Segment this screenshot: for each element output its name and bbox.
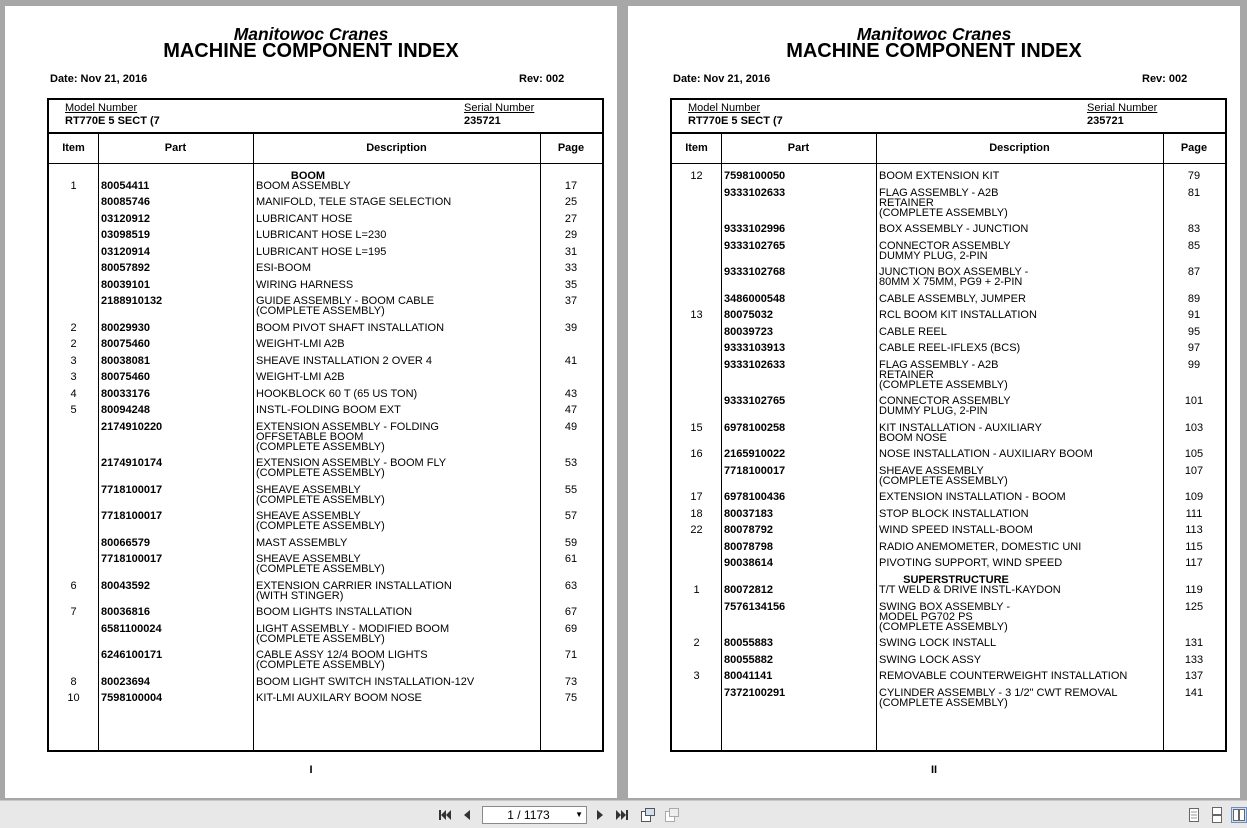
column-header-part: Part — [164, 142, 187, 154]
page-number: 35 — [564, 279, 578, 291]
part-number: 6581100024 — [101, 623, 162, 635]
page-number: 101 — [1184, 395, 1204, 407]
part-number: 6978100436 — [724, 491, 786, 503]
fit-page-icon[interactable] — [664, 807, 680, 823]
part-number: 80055882 — [724, 654, 773, 666]
item-number: 7 — [70, 606, 77, 618]
next-page-icon[interactable] — [592, 807, 608, 823]
item-number: 1 — [693, 584, 700, 596]
part-number: 80039723 — [724, 326, 773, 338]
description: EXTENSION CARRIER INSTALLATION (WITH STINGER) — [256, 580, 452, 602]
description: BOOM PIVOT SHAFT INSTALLATION — [256, 322, 445, 334]
description: CABLE ASSEMBLY, JUMPER — [879, 293, 1026, 305]
part-number: 80029930 — [101, 322, 150, 334]
description: CABLE ASSY 12/4 BOOM LIGHTS (COMPLETE ASSEMBLY) — [256, 649, 428, 671]
column-divider — [876, 134, 877, 750]
page-indicator: 1 / 1173 — [507, 808, 550, 822]
document-revision: Rev: 002 — [519, 73, 565, 85]
page-number: 61 — [564, 553, 578, 565]
serial-number-value: 235721 — [1087, 115, 1124, 127]
document-title: MACHINE COMPONENT INDEX — [786, 40, 1082, 62]
first-page-icon[interactable] — [437, 807, 453, 823]
part-number: 7718100017 — [101, 553, 163, 565]
description: GUIDE ASSEMBLY - BOOM CABLE (COMPLETE ASSEMBLY) — [256, 295, 435, 317]
chevron-down-icon: ▼ — [575, 810, 583, 819]
page-number: 109 — [1184, 491, 1204, 503]
page-number: 79 — [1187, 170, 1201, 182]
document-revision: Rev: 002 — [1142, 73, 1188, 85]
description: CABLE REEL-IFLEX5 (BCS) — [879, 342, 1021, 354]
page-number: 119 — [1185, 584, 1203, 596]
description: BOX ASSEMBLY - JUNCTION — [879, 223, 1029, 235]
part-number: 2174910174 — [101, 457, 163, 469]
page-number: 95 — [1187, 326, 1201, 338]
part-number: 80078792 — [724, 524, 773, 536]
part-number: 9333102765 — [724, 240, 786, 252]
description: CYLINDER ASSEMBLY - 3 1/2" CWT REMOVAL (COMPLETE ASSEMBLY) — [879, 687, 1118, 709]
component-table — [47, 98, 604, 752]
item-number: 2 — [70, 322, 77, 334]
part-number: 80066579 — [101, 537, 150, 549]
page-number: 105 — [1184, 448, 1204, 460]
page-number: 33 — [564, 262, 578, 274]
description: SHEAVE ASSEMBLY (COMPLETE ASSEMBLY) — [256, 510, 385, 532]
page-number-select[interactable] — [482, 806, 587, 824]
item-number: 5 — [70, 404, 77, 416]
serial-number-value: 235721 — [464, 115, 501, 127]
document-page-right — [628, 6, 1240, 798]
part-number: 7718100017 — [101, 484, 163, 496]
part-number: 9333102765 — [724, 395, 786, 407]
description: STOP BLOCK INSTALLATION — [879, 508, 1029, 520]
description: SWING LOCK ASSY — [879, 654, 982, 666]
page-number: 41 — [564, 355, 578, 367]
part-number: 80038081 — [101, 355, 150, 367]
column-divider — [253, 134, 254, 750]
item-number: 22 — [690, 524, 703, 536]
page-number: 25 — [564, 196, 578, 208]
description: SHEAVE ASSEMBLY (COMPLETE ASSEMBLY) — [256, 484, 385, 506]
page-number: 63 — [564, 580, 578, 592]
description: EXTENSION ASSEMBLY - FOLDING OFFSETABLE BOOM (COMPLETE ASSEMBLY) — [256, 421, 439, 453]
model-header — [672, 100, 1225, 134]
part-number: 90038614 — [724, 557, 773, 569]
page-number: 29 — [564, 229, 578, 241]
description: REMOVABLE COUNTERWEIGHT INSTALLATION — [879, 670, 1128, 682]
item-number: 8 — [70, 676, 77, 688]
part-number: 80075460 — [101, 338, 150, 350]
description: BOOM ASSEMBLY — [256, 180, 351, 192]
page-number: 103 — [1184, 422, 1204, 434]
part-number: 80041141 — [724, 670, 773, 682]
description: PIVOTING SUPPORT, WIND SPEED — [879, 557, 1063, 569]
section-heading: BOOM — [290, 170, 326, 182]
item-number: 3 — [693, 670, 700, 682]
part-number: 03120914 — [101, 246, 150, 258]
part-number: 7598100004 — [101, 692, 163, 704]
item-number: 13 — [690, 309, 703, 321]
description: NOSE INSTALLATION - AUXILIARY BOOM — [879, 448, 1093, 460]
part-number: 3486000548 — [724, 293, 786, 305]
description: KIT INSTALLATION - AUXILIARY BOOM NOSE — [879, 422, 1043, 444]
description: CONNECTOR ASSEMBLY DUMMY PLUG, 2-PIN — [879, 395, 1011, 417]
model-number-label: Model Number — [65, 102, 138, 114]
column-divider — [721, 134, 722, 750]
description: FLAG ASSEMBLY - A2B RETAINER (COMPLETE ASSEMBLY) — [879, 187, 1008, 219]
item-number: 6 — [70, 580, 77, 592]
part-number: 9333102768 — [724, 266, 786, 278]
item-number: 4 — [70, 388, 77, 400]
description: ESI-BOOM — [256, 262, 312, 274]
page-number: 73 — [564, 676, 578, 688]
page-number: 131 — [1184, 637, 1204, 649]
last-page-icon[interactable] — [614, 807, 630, 823]
page-number: 69 — [564, 623, 578, 635]
page-number: 125 — [1184, 601, 1204, 613]
facing-view-icon[interactable] — [1231, 807, 1247, 823]
description: RCL BOOM KIT INSTALLATION — [879, 309, 1037, 321]
part-number: 80037183 — [724, 508, 773, 520]
column-header-item: Item — [685, 142, 708, 154]
brand-name: Manitowoc Cranes — [856, 24, 1012, 44]
part-number: 03098519 — [101, 229, 150, 241]
page-number: 17 — [564, 180, 578, 192]
page-number: 97 — [1187, 342, 1201, 354]
part-number: 2188910132 — [101, 295, 163, 307]
page-number: 43 — [564, 388, 578, 400]
description: LUBRICANT HOSE L=195 — [256, 246, 387, 258]
item-number: 17 — [690, 491, 703, 503]
part-number: 9333103913 — [724, 342, 786, 354]
page-number: 75 — [564, 692, 578, 704]
part-number: 03120912 — [101, 213, 150, 225]
page-number: 37 — [564, 295, 578, 307]
page-number: 67 — [564, 606, 578, 618]
continuous-view-icon[interactable] — [1209, 807, 1225, 823]
column-header-item: Item — [62, 142, 85, 154]
page-number: 59 — [564, 537, 578, 549]
document-title: MACHINE COMPONENT INDEX — [163, 40, 459, 62]
column-header-page: Page — [557, 142, 585, 154]
description: WIND SPEED INSTALL-BOOM — [879, 524, 1033, 536]
part-number: 80072812 — [724, 584, 773, 596]
model-number-label: Model Number — [688, 102, 761, 114]
page-number: 107 — [1184, 465, 1204, 477]
description: BOOM EXTENSION KIT — [879, 170, 1000, 182]
description: KIT-LMI AUXILARY BOOM NOSE — [256, 692, 422, 704]
part-number: 9333102633 — [724, 187, 786, 199]
part-number: 9333102996 — [724, 223, 786, 235]
description: HOOKBLOCK 60 T (65 US TON) — [256, 388, 418, 400]
item-number: 1 — [70, 180, 77, 192]
section-heading: SUPERSTRUCTURE — [903, 574, 1009, 586]
item-number: 3 — [70, 371, 77, 383]
item-number: 3 — [70, 355, 77, 367]
page-number: 55 — [564, 484, 578, 496]
page-number: 49 — [564, 421, 578, 433]
part-number: 80023694 — [101, 676, 150, 688]
part-number: 7718100017 — [724, 465, 786, 477]
part-number: 6246100171 — [101, 649, 163, 661]
description: SHEAVE INSTALLATION 2 OVER 4 — [256, 355, 433, 367]
document-page-left — [5, 6, 617, 798]
part-number: 80036816 — [101, 606, 150, 618]
page-number: 117 — [1185, 557, 1203, 569]
description: EXTENSION INSTALLATION - BOOM — [879, 491, 1066, 503]
page-folio: II — [930, 764, 938, 776]
description: MAST ASSEMBLY — [256, 537, 348, 549]
column-header-row — [49, 134, 602, 164]
page-number: 133 — [1184, 654, 1204, 666]
page-number: 31 — [564, 246, 578, 258]
part-number: 7718100017 — [101, 510, 163, 522]
component-table — [670, 98, 1227, 752]
description: BOOM LIGHTS INSTALLATION — [256, 606, 413, 618]
part-number: 7576134156 — [724, 601, 786, 613]
description: JUNCTION BOX ASSEMBLY - 80MM X 75MM, PG9 + 2-PIN — [879, 266, 1029, 288]
part-number: 9333102633 — [724, 359, 786, 371]
page-number: 91 — [1187, 309, 1201, 321]
rotate-icon[interactable] — [640, 807, 656, 823]
column-divider — [98, 134, 99, 750]
page-number: 115 — [1185, 541, 1203, 553]
part-number: 7598100050 — [724, 170, 786, 182]
description: SHEAVE ASSEMBLY (COMPLETE ASSEMBLY) — [256, 553, 385, 575]
item-number: 2 — [693, 637, 700, 649]
page-number: 89 — [1187, 293, 1201, 305]
page-number: 57 — [564, 510, 578, 522]
part-number: 80057892 — [101, 262, 150, 274]
document-date: Date: Nov 21, 2016 — [673, 73, 771, 85]
description: LUBRICANT HOSE — [256, 213, 353, 225]
page-number: 83 — [1187, 223, 1201, 235]
page-number: 111 — [1185, 508, 1203, 520]
description: SHEAVE ASSEMBLY (COMPLETE ASSEMBLY) — [879, 465, 1008, 487]
item-number: 2 — [70, 338, 77, 350]
column-header-page: Page — [1180, 142, 1208, 154]
part-number: 80043592 — [101, 580, 150, 592]
part-number: 80075460 — [101, 371, 150, 383]
part-number: 80054411 — [101, 180, 150, 192]
page-folio: I — [309, 764, 313, 776]
description: WEIGHT-LMI A2B — [256, 371, 345, 383]
item-number: 15 — [690, 422, 703, 434]
description: INSTL-FOLDING BOOM EXT — [256, 404, 401, 416]
page-number: 85 — [1187, 240, 1201, 252]
part-number: 80078798 — [724, 541, 773, 553]
description: LIGHT ASSEMBLY - MODIFIED BOOM (COMPLETE ASSEMBLY) — [256, 623, 450, 645]
part-number: 7372100291 — [724, 687, 786, 699]
description: EXTENSION ASSEMBLY - BOOM FLY (COMPLETE ASSEMBLY) — [256, 457, 447, 479]
item-number: 16 — [690, 448, 703, 460]
description: LUBRICANT HOSE L=230 — [256, 229, 387, 241]
page-number: 137 — [1184, 670, 1204, 682]
part-number: 80094248 — [101, 404, 150, 416]
page-number: 27 — [564, 213, 578, 225]
part-number: 80055883 — [724, 637, 773, 649]
page-number: 87 — [1187, 266, 1201, 278]
description: WEIGHT-LMI A2B — [256, 338, 345, 350]
description: FLAG ASSEMBLY - A2B RETAINER (COMPLETE ASSEMBLY) — [879, 359, 1008, 391]
description: SWING BOX ASSEMBLY - MODEL PG702 PS (COMPLETE ASSEMBLY) — [879, 601, 1011, 633]
part-number: 80039101 — [101, 279, 150, 291]
page-number: 39 — [564, 322, 578, 334]
item-number: 10 — [67, 692, 80, 704]
description: MANIFOLD, TELE STAGE SELECTION — [256, 196, 452, 208]
page-number: 71 — [564, 649, 578, 661]
serial-number-label: Serial Number — [464, 102, 535, 114]
description: T/T WELD & DRIVE INSTL-KAYDON — [879, 584, 1061, 596]
serial-number-label: Serial Number — [1087, 102, 1158, 114]
page-number: 141 — [1184, 687, 1204, 699]
description: CONNECTOR ASSEMBLY DUMMY PLUG, 2-PIN — [879, 240, 1011, 262]
model-number-value: RT770E 5 SECT (7 — [65, 115, 160, 127]
model-number-value: RT770E 5 SECT (7 — [688, 115, 783, 127]
part-number: 2165910022 — [724, 448, 786, 460]
column-header-part: Part — [787, 142, 810, 154]
description: BOOM LIGHT SWITCH INSTALLATION-12V — [256, 676, 475, 688]
single-page-view-icon[interactable] — [1186, 807, 1202, 823]
column-header-description: Description — [989, 142, 1050, 154]
page-number: 47 — [564, 404, 578, 416]
description: WIRING HARNESS — [256, 279, 354, 291]
column-header-row — [672, 134, 1225, 164]
column-header-description: Description — [366, 142, 427, 154]
description: RADIO ANEMOMETER, DOMESTIC UNI — [879, 541, 1082, 553]
description: SWING LOCK INSTALL — [879, 637, 997, 649]
description: CABLE REEL — [879, 326, 947, 338]
page-number: 53 — [564, 457, 578, 469]
part-number: 6978100258 — [724, 422, 786, 434]
viewer-toolbar — [0, 800, 1247, 828]
page-number: 81 — [1187, 187, 1201, 199]
page-number: 99 — [1187, 359, 1201, 371]
previous-page-icon[interactable] — [459, 807, 475, 823]
part-number: 80085746 — [101, 196, 150, 208]
page-number: 113 — [1185, 524, 1203, 536]
part-number: 80075032 — [724, 309, 773, 321]
document-date: Date: Nov 21, 2016 — [50, 73, 148, 85]
model-header — [49, 100, 602, 134]
part-number: 2174910220 — [101, 421, 163, 433]
item-number: 12 — [690, 170, 703, 182]
item-number: 18 — [690, 508, 703, 520]
brand-name: Manitowoc Cranes — [233, 24, 389, 44]
part-number: 80033176 — [101, 388, 150, 400]
